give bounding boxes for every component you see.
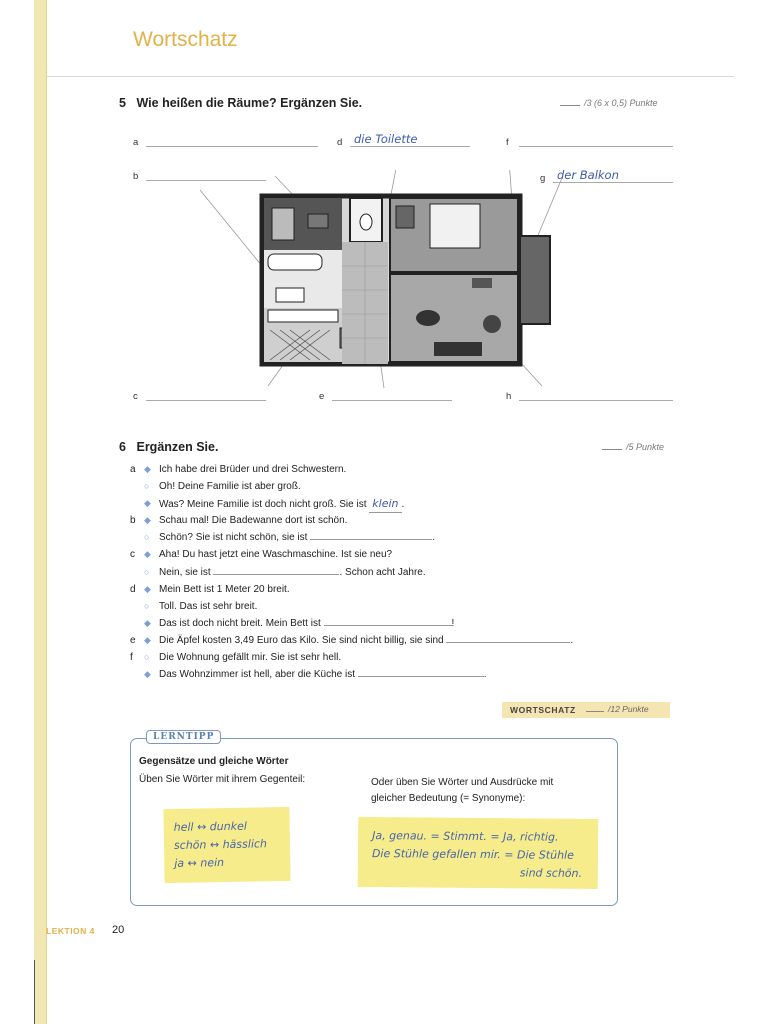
item-letter: c [130, 549, 135, 561]
dialogue-line [130, 495, 690, 512]
answer-field[interactable]: klein [369, 495, 401, 513]
line-text: Toll. Das ist sehr breit. [159, 600, 258, 612]
line-text-end: . [483, 669, 487, 681]
dialogue-line [130, 581, 690, 598]
total-points-label: /12 Punkte [608, 704, 649, 714]
ex6-points [602, 442, 664, 452]
line-text: Das Wohnzimmer ist hell, aber die Küche ist [159, 669, 356, 681]
lerntipp-heading: Gegensätze und gleiche Wörter [139, 756, 289, 767]
ex5-label-d: d [337, 137, 343, 148]
line-text: Oh! Deine Familie ist aber groß. [159, 481, 301, 493]
circle-marker-icon: ○ [144, 566, 150, 577]
lerntipp-left-text: Üben Sie Wörter mit ihrem Gegenteil: [139, 774, 306, 785]
ex5-label-h: h [506, 391, 512, 402]
ex6-number: 6 [119, 440, 126, 454]
item-letter: a [130, 464, 136, 475]
ex5-label-f: f [506, 137, 509, 148]
dialogue-line [130, 615, 690, 632]
circle-marker-icon: ○ [144, 481, 150, 492]
answer-field[interactable] [213, 565, 339, 575]
title-rule [46, 76, 734, 77]
ex5-answer-h[interactable] [519, 400, 673, 401]
line-text: Schau mal! Die Badewanne dort ist schön. [159, 515, 348, 527]
page-number: 20 [112, 924, 125, 936]
ex6-title: Ergänzen Sie. [136, 440, 219, 454]
ex6-dialogues [130, 461, 690, 683]
diamond-marker-icon: ◆ [144, 634, 151, 645]
lerntipp-badge: LERNTIPP [146, 730, 221, 744]
ex5-answer-g-line[interactable] [553, 182, 673, 183]
ex5-label-c: c [133, 391, 138, 402]
margin-line [34, 960, 35, 1024]
ex5-title: Wie heißen die Räume? Ergänzen Sie. [136, 96, 363, 110]
ex5-answer-d-line[interactable] [350, 146, 470, 147]
circle-marker-icon: ○ [144, 532, 150, 543]
line-text: Nein, sie ist [159, 566, 211, 578]
ex5-label-b: b [133, 171, 139, 182]
diamond-marker-icon: ◆ [144, 669, 151, 680]
dialogue-line [130, 666, 690, 683]
diamond-marker-icon: ◆ [144, 515, 151, 526]
circle-marker-icon: ○ [144, 652, 150, 663]
dialogue-line [130, 598, 690, 615]
note-line: Die Stühle gefallen mir. = Die Stühle [371, 847, 574, 862]
answer-field[interactable] [324, 616, 452, 626]
note-line: schön ↔ hässlich [173, 837, 268, 852]
note-line: hell ↔ dunkel [173, 819, 247, 834]
dialogue-line [130, 632, 690, 649]
ex5-answer-f[interactable] [519, 146, 673, 147]
lerntipp-right-text-1: Oder üben Sie Wörter und Ausdrücke mit [371, 777, 554, 788]
ex5-label-g: g [540, 173, 546, 184]
lerntipp-right-text-2: gleicher Bedeutung (= Synonyme): [371, 793, 526, 804]
ex5-score-field[interactable] [560, 105, 580, 106]
line-text: Mein Bett ist 1 Meter 20 breit. [159, 583, 290, 595]
ex5-label-a: a [133, 137, 139, 148]
line-text: Aha! Du hast jetzt eine Waschmaschine. Ist sie neu? [159, 549, 393, 561]
sticky-note-antonyms [163, 807, 290, 883]
total-score-field[interactable] [586, 711, 604, 712]
dialogue-line [130, 546, 690, 563]
note-line: sind schön. [519, 866, 583, 880]
ex5-answer-a[interactable] [146, 146, 318, 147]
lesson-label: LEKTION 4 [46, 926, 95, 936]
dialogue-line [130, 478, 690, 495]
ex6-heading [119, 440, 218, 454]
total-score-box [502, 702, 670, 718]
diamond-marker-icon: ◆ [144, 464, 151, 474]
dialogue-line [130, 461, 690, 478]
item-letter: d [130, 583, 136, 595]
ex5-heading [119, 96, 362, 110]
line-text-end: . [570, 634, 574, 646]
floor-plan-illustration [190, 170, 570, 390]
dialogue-line [130, 529, 690, 546]
ex5-number: 5 [119, 96, 126, 110]
note-line: ja ↔ nein [174, 856, 225, 870]
diamond-marker-icon: ◆ [144, 549, 151, 560]
ex5-answer-c[interactable] [146, 400, 266, 401]
answer-field[interactable] [358, 667, 484, 677]
ex5-points-label: /3 (6 x 0,5) Punkte [584, 98, 658, 108]
total-label: WORTSCHATZ [510, 705, 576, 715]
page-title: Wortschatz [133, 28, 238, 51]
line-text: Die Wohnung gefällt mir. Sie ist sehr hell. [159, 652, 342, 664]
ex5-points [560, 98, 658, 108]
answer-field[interactable] [310, 530, 432, 540]
ex5-answer-e[interactable] [332, 400, 452, 401]
diamond-marker-icon: ◆ [144, 583, 151, 594]
dialogue-line [130, 512, 690, 529]
ex5-label-e: e [319, 391, 325, 402]
diamond-marker-icon: ◆ [144, 498, 151, 509]
dialogue-line [130, 649, 690, 666]
line-text: Schön? Sie ist nicht schön, sie ist [159, 532, 308, 544]
circle-marker-icon: ○ [144, 600, 150, 611]
item-letter: f [130, 652, 133, 664]
answer-field[interactable] [446, 633, 570, 643]
item-letter: e [130, 634, 136, 646]
line-text-end: . [401, 499, 405, 511]
line-text: Ich habe drei Brüder und drei Schwestern. [159, 464, 347, 475]
diamond-marker-icon: ◆ [144, 617, 151, 628]
line-text-end: . Schon acht Jahre. [339, 566, 426, 578]
line-text: Was? Meine Familie ist doch nicht groß. Sie ist [159, 499, 367, 511]
ex6-points-label: /5 Punkte [626, 442, 665, 452]
sticky-note-synonyms [358, 817, 599, 889]
balcony [520, 236, 550, 324]
ex5-answer-g: der Balkon [557, 168, 619, 182]
ex6-score-field[interactable] [602, 449, 622, 450]
line-text: Die Äpfel kosten 3,49 Euro das Kilo. Sie sind nicht billig, sie sind [159, 634, 444, 646]
dialogue-line [130, 564, 690, 581]
total-points [586, 704, 649, 714]
line-text-end: . [432, 532, 435, 544]
line-text: Das ist doch nicht breit. Mein Bett ist [159, 617, 321, 629]
page-margin-stripe [34, 0, 47, 1024]
note-line: Ja, genau. = Stimmt. = Ja, richtig. [372, 829, 559, 844]
line-text-end: ! [451, 617, 455, 629]
item-letter: b [130, 515, 136, 527]
ex5-answer-d: die Toilette [354, 132, 418, 146]
